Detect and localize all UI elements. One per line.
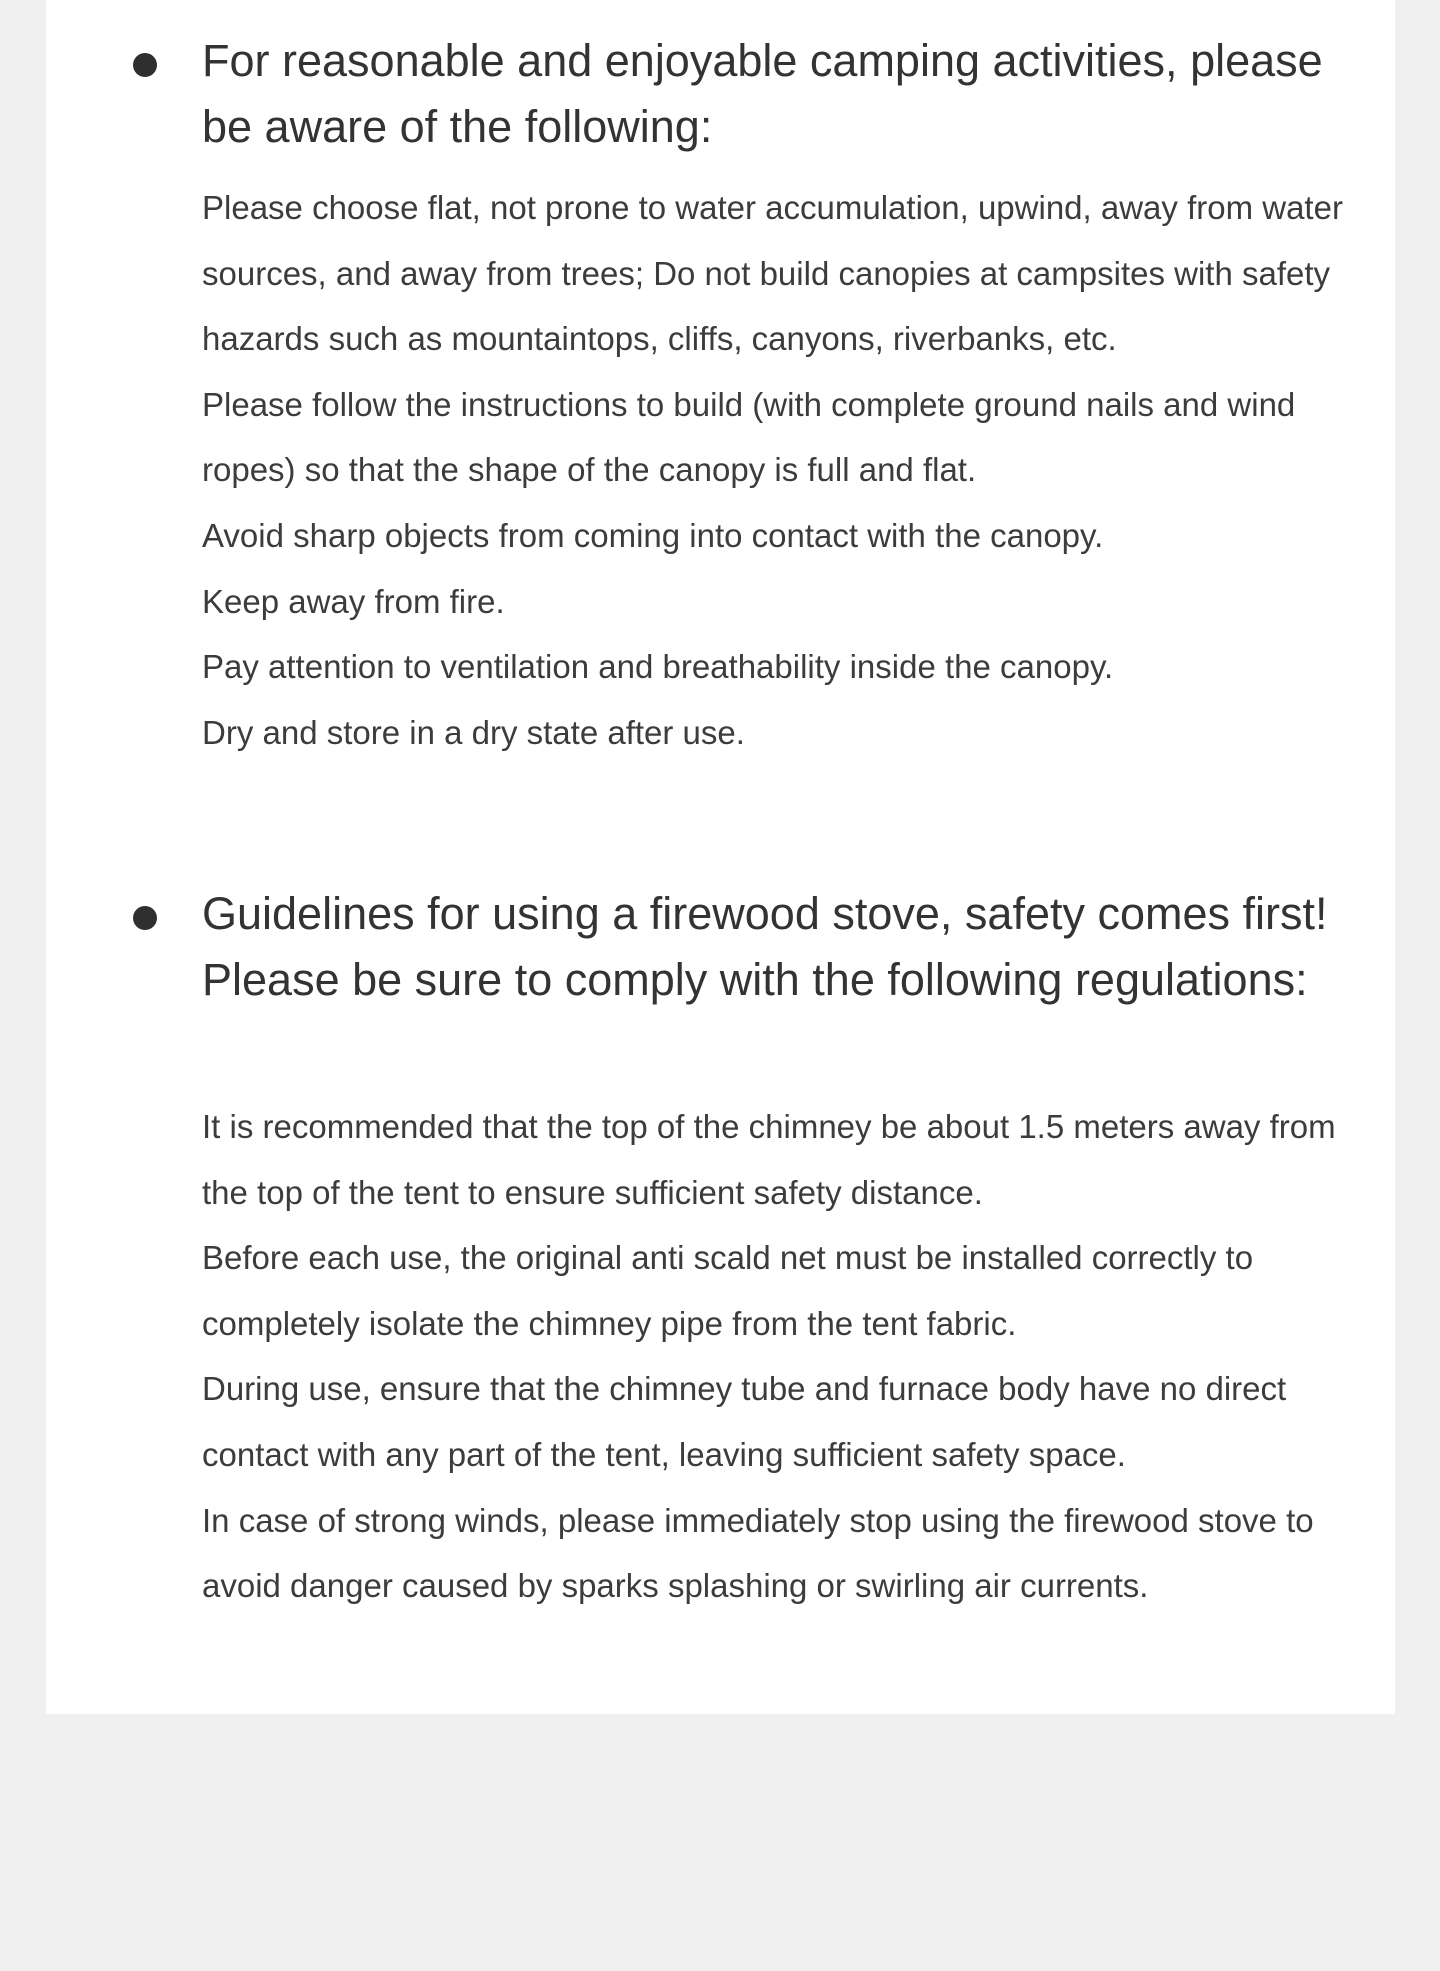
list-item: Pay attention to ventilation and breathability inside the canopy. <box>202 648 1114 686</box>
list-item: Please follow the instructions to build (with complete ground nails and wind ropes) so that the shape of the canopy is full and flat. <box>202 385 1296 489</box>
list-item: During use, ensure that the chimney tube and furnace body have no direct contact with any part of the tent, leaving sufficient safety space. <box>202 1370 1287 1473</box>
notice-list <box>202 175 1362 765</box>
list-item: Avoid sharp objects from coming into contact with the canopy. <box>202 516 1104 554</box>
list-item: In case of strong winds, please immediately stop using the firewood stove to avoid danger caused by sparks splashing or swirling air currents. <box>202 1501 1314 1605</box>
section-heading: Guidelines for using a firewood stove, safety comes first! Please be sure to comply with the following regulations: <box>202 888 1328 1005</box>
list-item: Dry and store in a dry state after use. <box>202 713 745 751</box>
section-heading: For reasonable and enjoyable camping activities, please be aware of the following: <box>202 35 1323 152</box>
regulation-list <box>202 1094 1362 1619</box>
list-item: It is recommended that the top of the chimney be about 1.5 meters away from the top of the tent to ensure sufficient safety distance. <box>202 1108 1336 1211</box>
bullet-dot-icon <box>133 906 157 930</box>
content-card <box>46 0 1395 1714</box>
list-item: Please choose flat, not prone to water accumulation, upwind, away from water sources, and away from trees; Do not build canopies at campsites with safety hazards such as mountaintops, cliffs, canyons, riverbanks, etc. <box>202 189 1343 358</box>
bullet-dot-icon <box>133 53 157 77</box>
list-item: Keep away from fire. <box>202 582 505 620</box>
list-item: Before each use, the original anti scald net must be installed correctly to completely isolate the chimney pipe from the tent fabric. <box>202 1239 1254 1342</box>
